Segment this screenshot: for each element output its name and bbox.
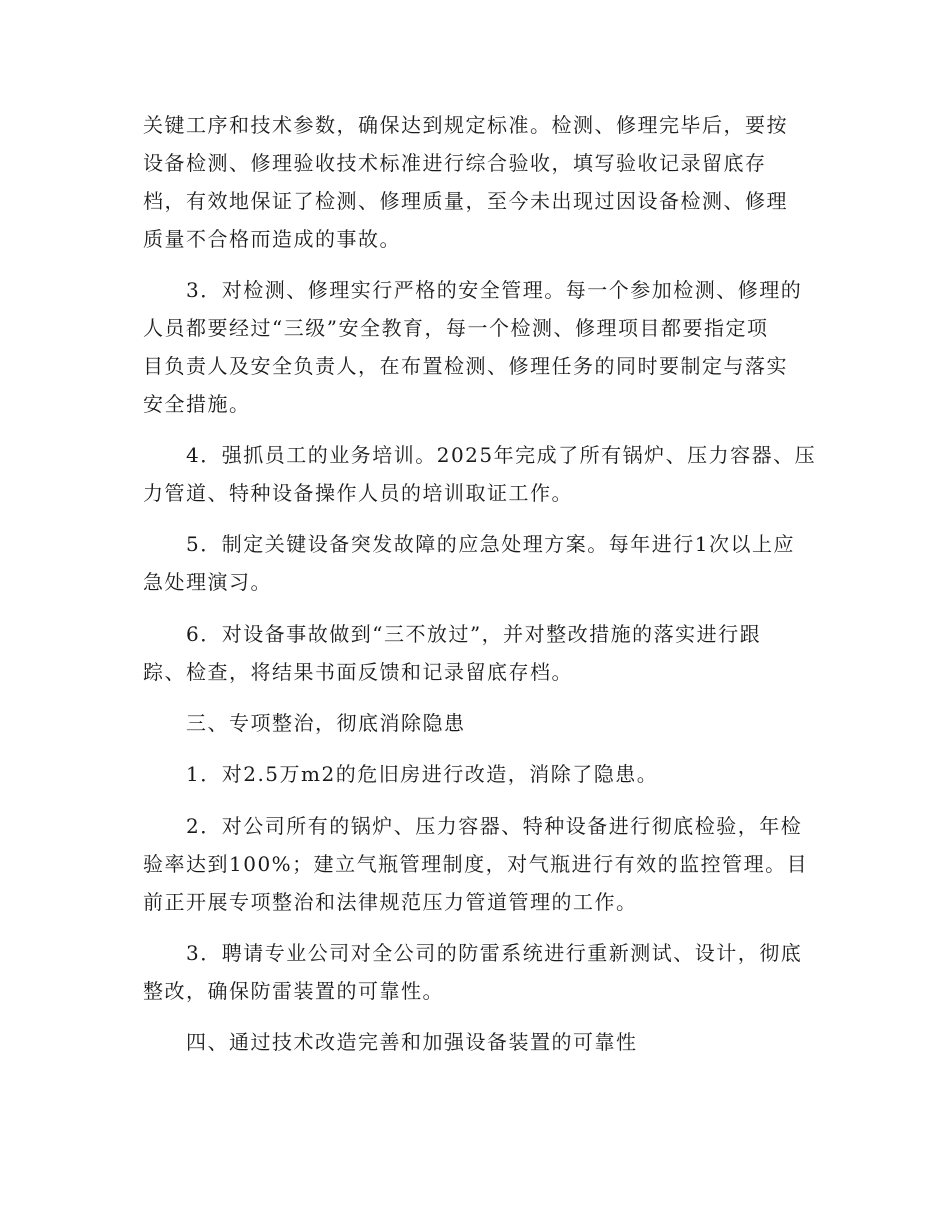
text-line: 力管道、特种设备操作人员的培训取证工作。	[143, 481, 573, 505]
text-line: 关键工序和技术参数，确保达到规定标准。检测、修理完毕后，要按	[143, 113, 788, 137]
text-line: 验率达到100%；建立气瓶管理制度，对气瓶进行有效的监控管理。目	[143, 852, 809, 876]
list-item-heading: 1．对2.5万m2的危旧房进行改造，消除了隐患。	[186, 762, 659, 786]
list-item-heading: 2．对公司所有的锅炉、压力容器、特种设备进行彻底检验，年检	[186, 814, 803, 838]
text-line: 档，有效地保证了检测、修理质量，至今未出现过因设备检测、修理	[143, 189, 788, 213]
text-line: 质量不合格而造成的事故。	[143, 227, 401, 251]
list-item-heading: 6．对设备事故做到“三不放过”，并对整改措施的落实进行跟	[186, 622, 762, 646]
list-item-heading: 4．强抓员工的业务培训。2025年完成了所有锅炉、压力容器、压	[186, 443, 817, 467]
section-heading: 四、通过技术改造完善和加强设备装置的可靠性	[186, 1030, 638, 1054]
text-line: 目负责人及安全负责人，在布置检测、修理任务的同时要制定与落实	[143, 354, 788, 378]
section-heading: 三、专项整治，彻底消除隐患	[186, 711, 466, 735]
list-item-heading: 3．对检测、修理实行严格的安全管理。每一个参加检测、修理的	[186, 278, 803, 302]
text-line: 安全措施。	[143, 392, 251, 416]
text-line: 踪、检查，将结果书面反馈和记录留底存档。	[143, 660, 573, 684]
text-line: 急处理演习。	[143, 570, 272, 594]
text-line: 整改，确保防雷装置的可靠性。	[143, 979, 444, 1003]
text-line: 人员都要经过“三级”安全教育，每一个检测、修理项目都要指定项	[143, 316, 769, 340]
list-item-heading: 3．聘请专业公司对全公司的防雷系统进行重新测试、设计，彻底	[186, 941, 803, 965]
list-item-heading: 5．制定关键设备突发故障的应急处理方案。每年进行1次以上应	[186, 532, 795, 556]
text-line: 设备检测、修理验收技术标准进行综合验收，填写验收记录留底存	[143, 151, 767, 175]
text-line: 前正开展专项整治和法律规范压力管道管理的工作。	[143, 890, 638, 914]
